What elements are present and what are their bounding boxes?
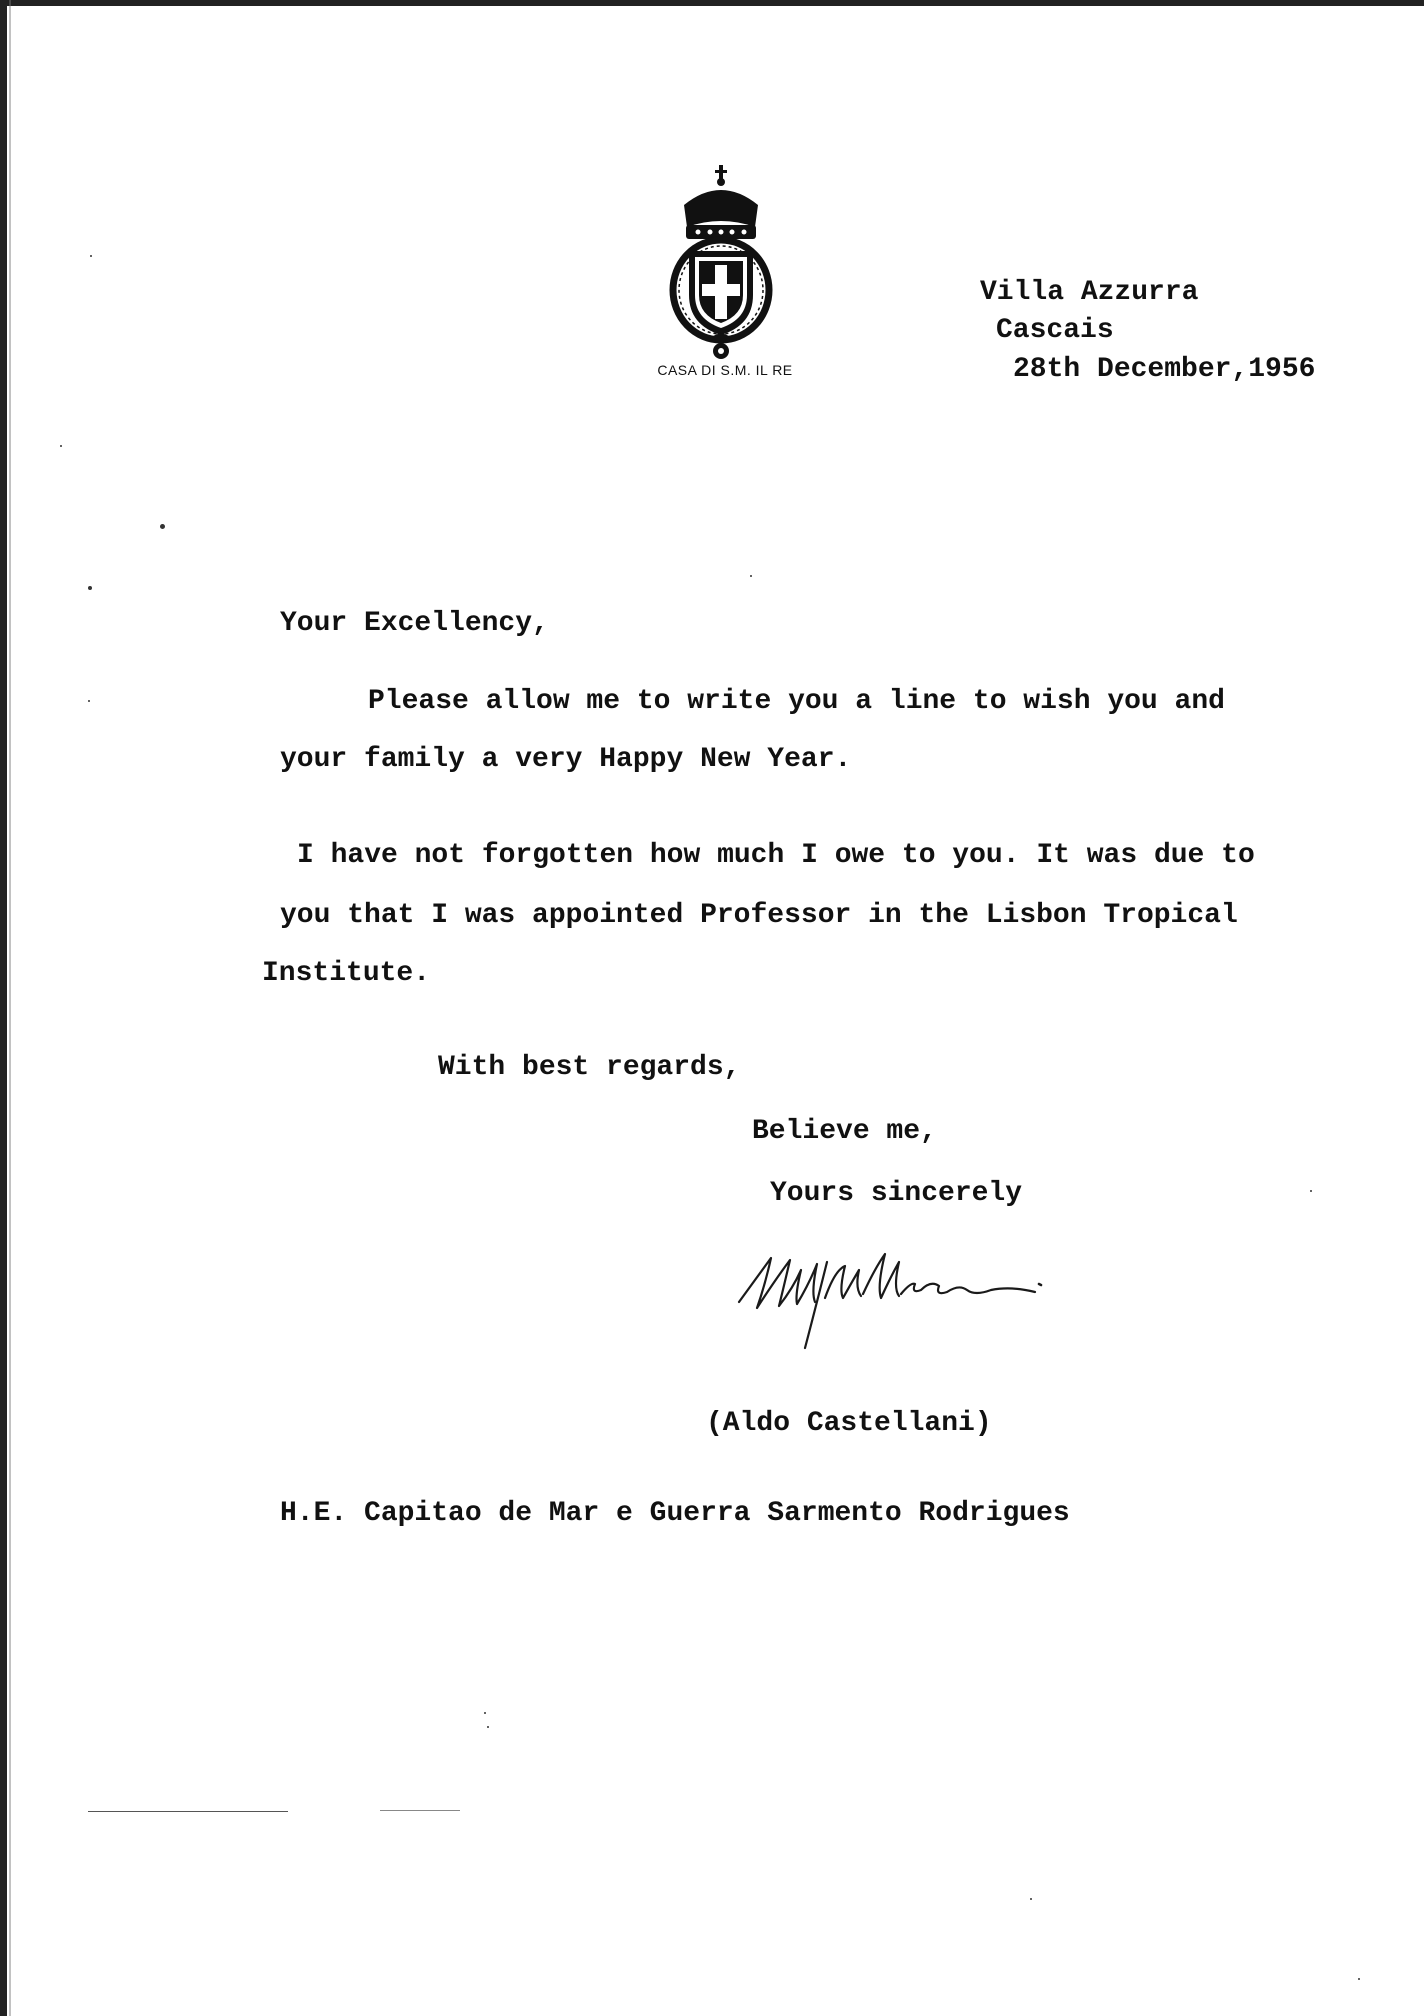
closing-regards: With best regards, bbox=[438, 1052, 741, 1083]
signature-name: (Aldo Castellani) bbox=[706, 1408, 992, 1439]
recipient-line: H.E. Capitao de Mar e Guerra Sarmento Rodrigues bbox=[280, 1498, 1070, 1529]
address-villa: Villa Azzurra bbox=[980, 277, 1199, 308]
royal-crest-icon bbox=[662, 165, 780, 361]
scan-speck bbox=[1310, 1190, 1312, 1192]
scan-speck bbox=[1358, 1978, 1360, 1980]
body-line: you that I was appointed Professor in the Lisbon Tropical bbox=[280, 900, 1238, 931]
closing-sincerely: Yours sincerely bbox=[770, 1178, 1023, 1209]
scan-speck bbox=[487, 1726, 489, 1728]
body-line: I have not forgotten how much I owe to you. It was due to bbox=[297, 840, 1255, 871]
letter-date: 28th December,1956 bbox=[1013, 354, 1316, 385]
scan-speck bbox=[88, 700, 90, 702]
scan-speck bbox=[1030, 1898, 1032, 1900]
body-line: Please allow me to write you a line to wish you and bbox=[368, 686, 1225, 717]
handwritten-signature bbox=[735, 1240, 1135, 1360]
scan-speck bbox=[484, 1712, 486, 1714]
scan-speck bbox=[160, 524, 165, 529]
scan-dash bbox=[380, 1810, 460, 1811]
salutation: Your Excellency, bbox=[280, 608, 549, 639]
scan-speck bbox=[88, 586, 92, 590]
page-edge-left bbox=[0, 0, 7, 2016]
scan-speck bbox=[60, 445, 62, 447]
page-edge-top bbox=[0, 0, 1424, 6]
address-town: Cascais bbox=[996, 315, 1114, 346]
scan-speck bbox=[90, 255, 92, 257]
closing-believe: Believe me, bbox=[752, 1116, 937, 1147]
body-line: Institute. bbox=[262, 958, 431, 989]
scan-speck bbox=[750, 575, 752, 577]
page-edge-shadow bbox=[9, 0, 11, 2016]
body-line: your family a very Happy New Year. bbox=[280, 744, 852, 775]
scan-dash bbox=[88, 1811, 288, 1812]
crest-caption: CASA DI S.M. IL RE bbox=[657, 362, 793, 378]
